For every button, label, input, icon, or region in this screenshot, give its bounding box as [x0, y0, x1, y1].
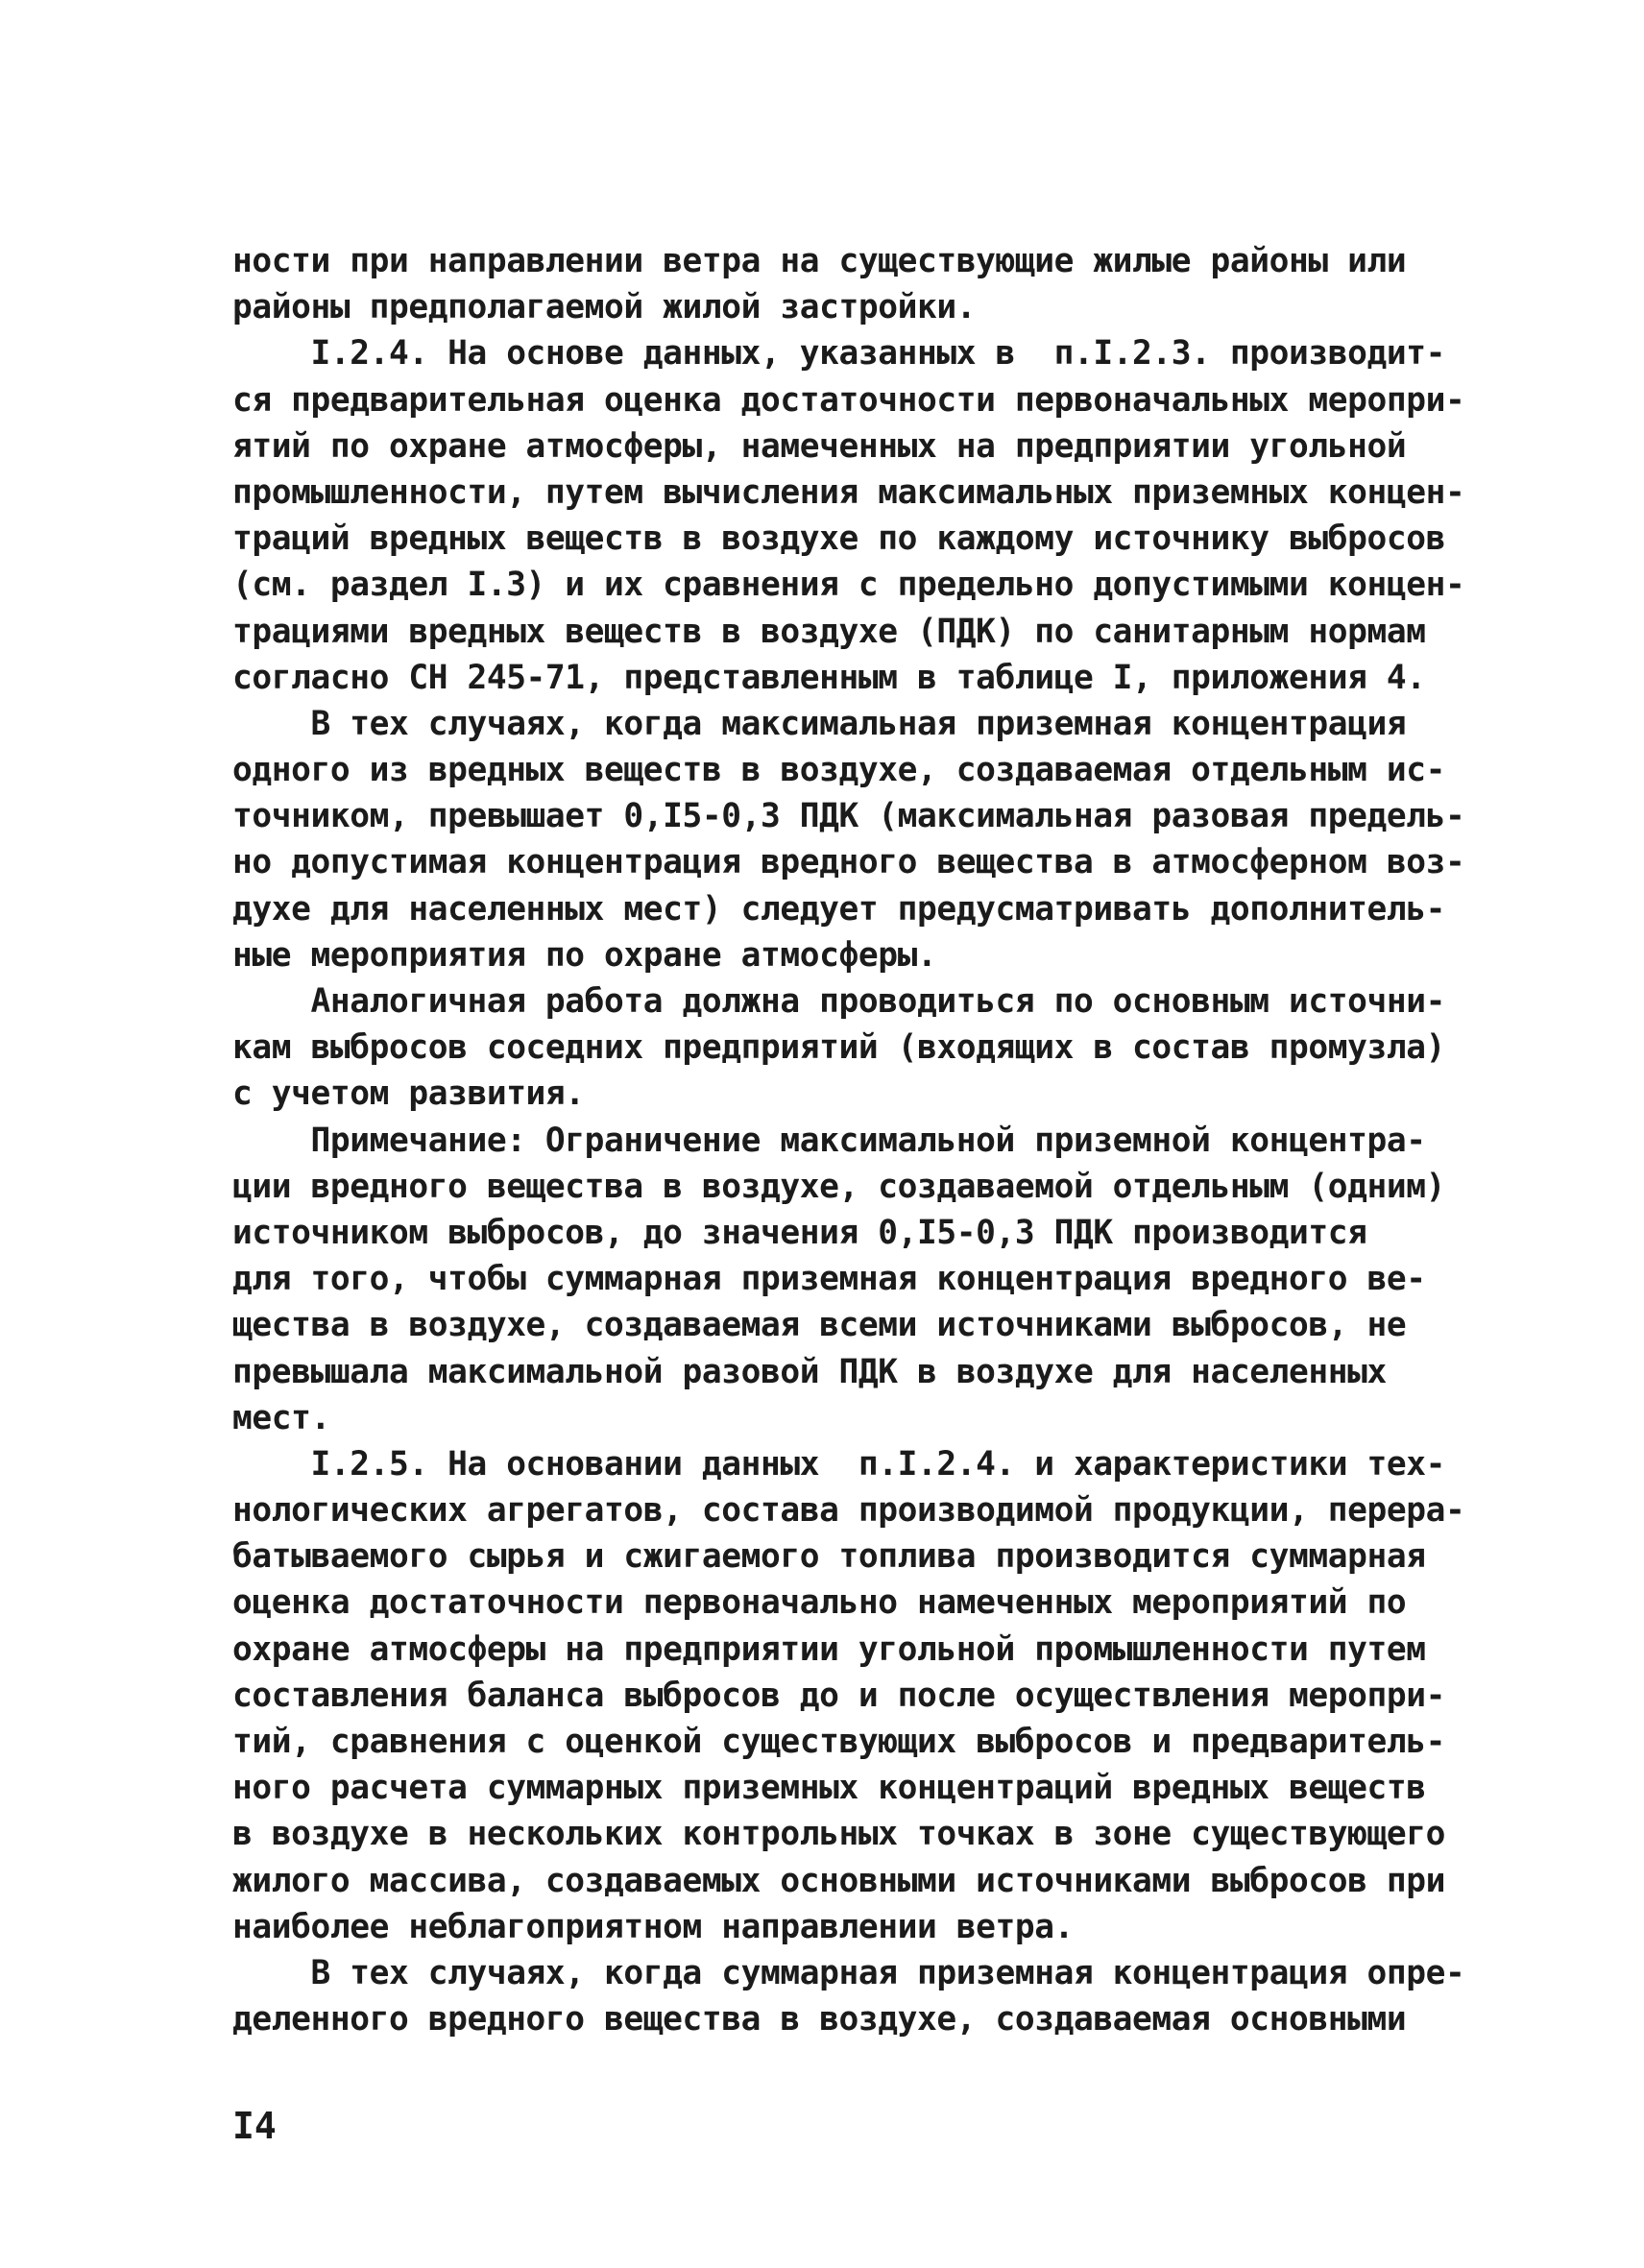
text-line: с учетом развития. — [232, 1074, 585, 1114]
text-line: ции вредного вещества в воздухе, создаваемой отдельным (одним) — [232, 1167, 1445, 1206]
text-line: но допустимая концентрация вредного вещества в атмосферном воз- — [232, 843, 1465, 882]
text-line: оценка достаточности первоначально намеченных мероприятий по — [232, 1583, 1407, 1623]
text-line: ные мероприятия по охране атмосферы. — [232, 935, 937, 975]
text-line: (см. раздел I.3) и их сравнения с предельно допустимыми концен- — [232, 566, 1465, 605]
text-line: наиболее неблагоприятном направлении ветра. — [232, 1907, 1074, 1946]
text-line: ного расчета суммарных приземных концентраций вредных веществ — [232, 1769, 1426, 1808]
text-line: деленного вредного вещества в воздухе, создаваемая основными — [232, 2000, 1407, 2039]
text-line: составления баланса выбросов до и после осуществления меропри- — [232, 1676, 1445, 1715]
text-line: районы предполагаемой жилой застройки. — [232, 288, 977, 327]
text-line: В тех случаях, когда максимальная приземная концентрация — [232, 704, 1407, 743]
text-line: кам выбросов соседних предприятий (входящих в состав промузла) — [232, 1028, 1445, 1068]
text-line: батываемого сырья и сжигаемого топлива производится суммарная — [232, 1537, 1426, 1577]
text-line: для того, чтобы суммарная приземная концентрация вредного ве- — [232, 1260, 1426, 1299]
text-line: ности при направлении ветра на существующие жилые районы или — [232, 242, 1407, 280]
text-line: I.2.5. На основании данных п.I.2.4. и характеристики тех- — [232, 1444, 1445, 1484]
text-line: промышленности, путем вычисления максимальных приземных концен- — [232, 472, 1465, 512]
text-line: охране атмосферы на предприятии угольной промышленности путем — [232, 1629, 1426, 1669]
text-line: трациями вредных веществ в воздухе (ПДК) по санитарным нормам — [232, 612, 1426, 651]
text-line: источником выбросов, до значения 0,I5-0,3 ПДК производится — [232, 1213, 1367, 1252]
text-line: ся предварительная оценка достаточности первоначальных меропри- — [232, 380, 1465, 420]
text-line: превышала максимальной разовой ПДК в воздухе для населенных — [232, 1352, 1387, 1391]
text-line: в воздухе в нескольких контрольных точках в зоне существующего — [232, 1815, 1445, 1854]
text-line: жилого массива, создаваемых основными источниками выбросов при — [232, 1861, 1445, 1900]
text-line: Аналогичная работа должна проводиться по основным источни- — [232, 982, 1445, 1021]
text-line: ятий по охране атмосферы, намеченных на предприятии угольной — [232, 426, 1407, 466]
text-line: траций вредных веществ в воздухе по каждому источнику выбросов — [232, 519, 1445, 559]
text-line: нологических агрегатов, состава производимой продукции, перера- — [232, 1491, 1465, 1531]
text-line: тий, сравнения с оценкой существующих выбросов и предваритель- — [232, 1723, 1445, 1761]
text-line: I.2.4. На основе данных, указанных в п.I.2.3. производит- — [232, 334, 1445, 374]
document-body — [232, 238, 1465, 2042]
text-line: одного из вредных веществ в воздухе, создаваемая отдельным ис- — [232, 751, 1445, 790]
text-line: духе для населенных мест) следует предусматривать дополнитель- — [232, 889, 1445, 929]
page-number: I4 — [232, 2105, 277, 2147]
text-line: согласно СН 245-71, представленным в таблице I, приложения 4. — [232, 658, 1426, 697]
text-line: точником, превышает 0,I5-0,3 ПДК (максимальная разовая предель- — [232, 797, 1465, 836]
text-line: щества в воздухе, создаваемая всеми источниками выбросов, не — [232, 1306, 1407, 1345]
text-line: мест. — [232, 1398, 330, 1437]
text-line: В тех случаях, когда суммарная приземная концентрация опре- — [232, 1953, 1465, 1992]
text-line: Примечание: Ограничение максимальной приземной концентра- — [232, 1121, 1426, 1160]
